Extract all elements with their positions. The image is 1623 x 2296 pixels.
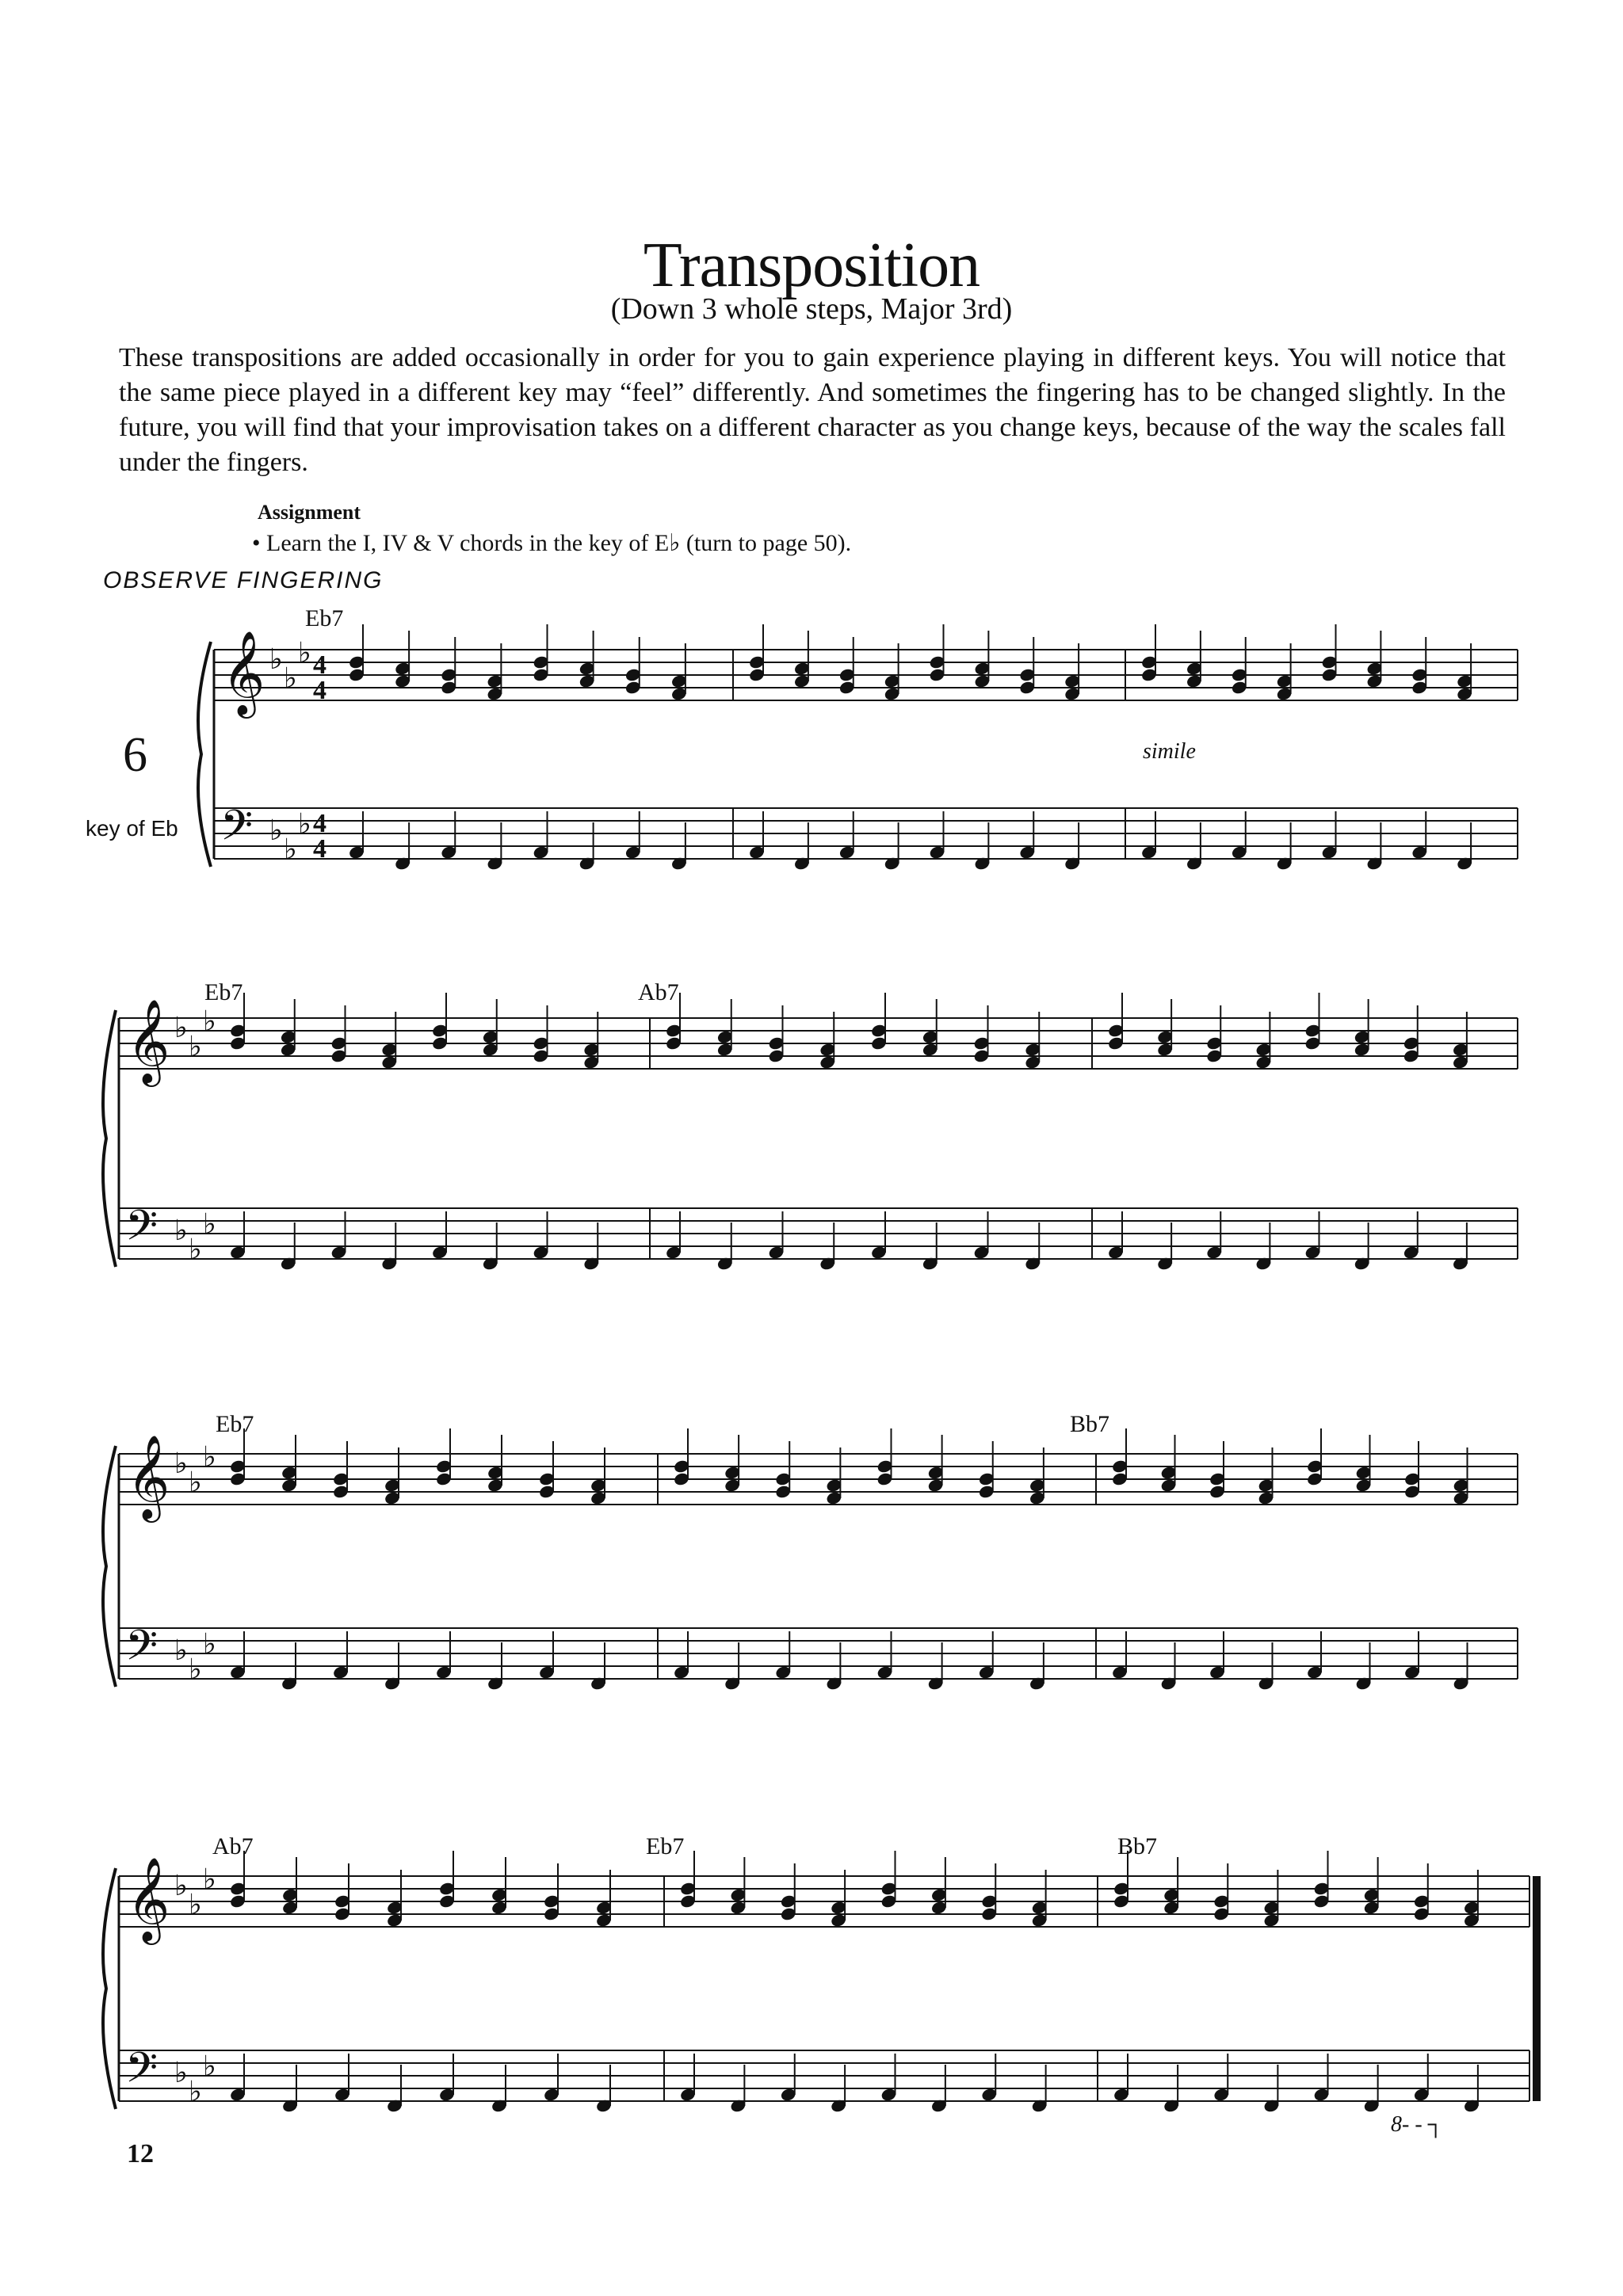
simile-marking: simile [1143,739,1196,764]
page-number: 12 [127,2139,154,2168]
flat-sign: ♭ [298,808,311,840]
staff-systems [103,624,1541,2114]
time-signature: 4 [313,834,327,864]
time-signature: 4 [313,650,327,680]
brace [103,1446,116,1687]
flat-sign: ♭ [174,1215,188,1246]
flat-sign: ♭ [203,1628,216,1660]
flat-sign: ♭ [189,2076,202,2107]
chord-symbol: Eb7 [216,1411,254,1437]
flat-sign: ♭ [203,1005,216,1037]
flat-sign: ♭ [203,1863,216,1895]
exercise-number: 6 [123,728,147,782]
flat-sign: ♭ [174,1012,188,1043]
final-barline [1533,1876,1541,2101]
flat-sign: ♭ [189,1653,202,1685]
flat-sign: ♭ [189,1466,202,1498]
assignment-item: • Learn the I, IV & V chords in the key of E♭ (turn to page 50). [252,530,852,556]
bass-clef: 𝄢 [125,2044,158,2103]
bass-clef: 𝄢 [125,1202,158,1261]
flat-sign: ♭ [284,833,297,865]
flat-sign: ♭ [174,2057,188,2088]
flat-sign: ♭ [174,1634,188,1666]
time-signature: 4 [313,809,327,838]
flat-sign: ♭ [189,1031,202,1062]
flat-sign: ♭ [203,1441,216,1473]
treble-clef: 𝄞 [222,630,265,715]
flat-sign: ♭ [189,1234,202,1265]
brace [103,1010,116,1267]
treble-clef: 𝄞 [127,1856,170,1941]
chord-symbol: Eb7 [646,1833,685,1859]
bass-clef: 𝄢 [125,1622,158,1680]
key-label: key of Eb [86,816,178,841]
flat-sign: ♭ [189,1889,202,1920]
flat-sign: ♭ [174,1447,188,1479]
intro-paragraph: These transpositions are added occasionally in order for you to gain experience playing in different keys. You will notice that the same piece played in a different key may “feel” differently. And sometimes the fingering has to be changed slightly. In the future, you will find that your improvisation takes on a different character as you change keys, because of the way the scales fall under the fingers. [119,343,1506,477]
chord-symbol: Bb7 [1070,1411,1110,1437]
flat-sign: ♭ [284,662,297,694]
time-signature: 4 [313,676,327,705]
chord-symbol: Eb7 [204,979,243,1005]
chord-symbol: Ab7 [638,979,679,1005]
chord-symbol: Bb7 [1117,1833,1158,1859]
brace [103,1868,116,2109]
chord-symbol: Ab7 [212,1833,254,1859]
page-subtitle: (Down 3 whole steps, Major 3rd) [610,292,1013,326]
assignment-heading: Assignment [258,501,361,524]
chord-symbol: Eb7 [305,605,344,631]
treble-clef: 𝄞 [127,1434,170,1519]
treble-clef: 𝄞 [127,998,170,1083]
flat-sign: ♭ [203,1208,216,1240]
bass-clef: 𝄢 [220,802,254,860]
flat-sign: ♭ [269,643,283,675]
brace [198,642,211,867]
flat-sign: ♭ [174,1870,188,1901]
octave-marking: 8- - ┐ [1391,2112,1444,2137]
observe-fingering-label: OBSERVE FINGERING [103,567,384,593]
flat-sign: ♭ [203,2050,216,2082]
flat-sign: ♭ [269,814,283,846]
page-title: Transposition [643,231,980,300]
flat-sign: ♭ [298,637,311,669]
